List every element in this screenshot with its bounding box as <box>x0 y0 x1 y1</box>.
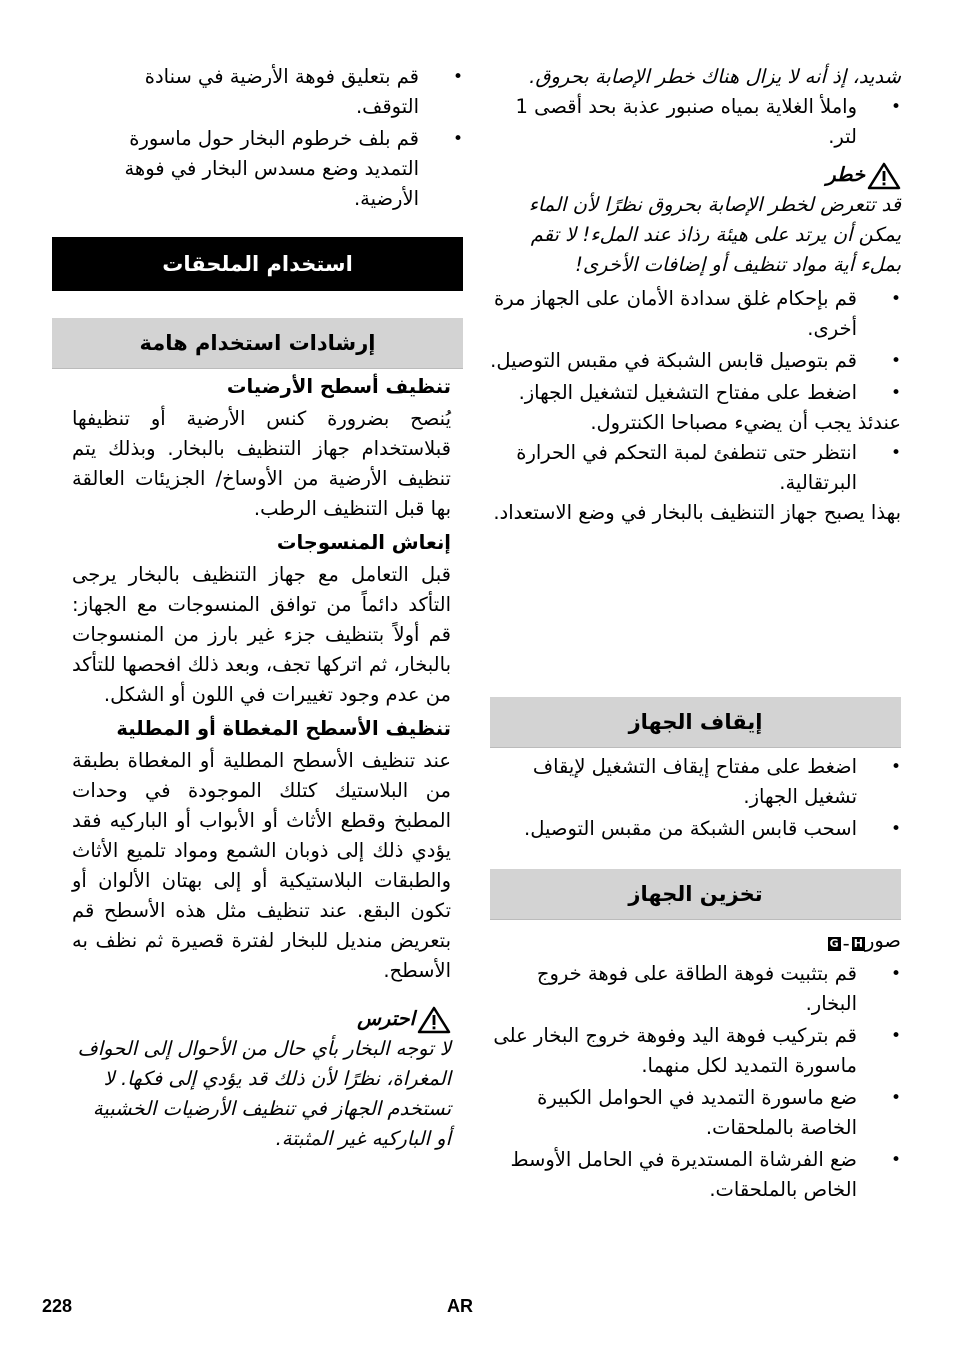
list-item: • قم بتعليق فوهة الأرضية في سنادة التوقف. <box>82 62 463 122</box>
list-item: • اضغط على مفتاح إيقاف التشغيل لإيقاف تشغيل الجهاز. <box>490 752 901 812</box>
list-item: • قم بإحكام غلق سدادة الأمان على الجهاز مرة أخرى. <box>490 284 901 344</box>
coated-title: تنظيف الأسطح المغطاة أو المطلية <box>116 717 451 740</box>
left-column-top <box>52 62 463 214</box>
use-accessories-heading: استخدام الملحقات <box>52 237 463 291</box>
picture-h-badge: H <box>853 937 863 950</box>
top-list <box>52 62 463 214</box>
ready-text: بهذا يصبح جهاز التنظيف بالبخار في وضع الاستعداد. <box>493 501 901 524</box>
right-column <box>490 62 901 528</box>
picture-range: G - H <box>829 932 863 955</box>
caution-text: لا توجه البخار بأي حال من الأحوال إلى الحواف المغراة، نظرًا لأن ذلك قد يؤدي إلى فكها. لا تستخدم الجهاز في تنظيف الأرضيات الخشبية أو الباركيه غير المثبتة. <box>77 1037 451 1150</box>
pictures-ref <box>490 926 901 959</box>
list-item: • قم بتثبيت فوهة الطاقة على فوهة خروج البخار. <box>490 959 901 1019</box>
lamps-text: عندئذ يجب أن يضيء مصباحا الكنترول. <box>590 411 901 434</box>
coated-text: عند تنظيف الأسطح المطلية أو المغطاة بطبقة من البلاستيك كتلك الموجودة في وحدات المطبخ وقطع الأثاث أو الأبواب أو الباركيه فقد يؤدي ذلك إلى ذوبان الشمع ومواد تلميع الأثاث والطبقات البلاستيكية أو إلى بهتان الألوان أو تكون البقع. عند تنظيف مثل هذه الأسطح قم بتعريض منديل للبخار لفترة قصيرة ثم نظف به الأسطح. <box>72 749 451 982</box>
left-column-body <box>72 372 451 1154</box>
textile-title: إنعاش المنسوجات <box>276 531 451 554</box>
stop-section <box>490 752 901 844</box>
warning-triangle-icon <box>417 1006 451 1034</box>
list-item: • اسحب قابس الشبكة من مقبس التوصيل. <box>490 814 901 844</box>
wait-list <box>490 438 901 498</box>
textile-text: قبل التعامل مع جهاز التنظيف بالبخار يرجى التأكد دائماً من توافق المنسوجات مع الجهاز: قم أولاً بتنظيف جزء غير بارز من المنسوجات بالبخار، ثم اتركها تجف، وبعد ذلك افحصها للتأكد من عدم وجود تغييرات في اللون أو الشكل. <box>72 563 451 706</box>
danger-text: قد تتعرض لخطر الإصابة بحروق نظرًا لأن الماء يمكن أن يرتد على هيئة رذاذ عند الملء! لا تقم بملء أية مواد تنظيف أو إضافات الأخرى! <box>528 193 901 276</box>
caution-label: احترس <box>357 1007 415 1030</box>
list-item: • ضع ماسورة التمديد في الحوامل الكبيرة الخاصة بالملحقات. <box>490 1083 901 1143</box>
list-item: • قم بتوصيل قابس الشبكة في مقبس التوصيل. <box>490 346 901 376</box>
store-list <box>490 959 901 1205</box>
steps-list <box>490 284 901 408</box>
floor-title: تنظيف أسطح الأرضيات <box>226 375 451 398</box>
usage-tips-heading: إرشادات استخدام هامة <box>52 318 463 369</box>
language-code: AR <box>447 1296 473 1316</box>
store-section <box>490 926 901 1205</box>
list-item: • انتظر حتى تنطفئ لمبة التحكم في الحرارة البرتقالية. <box>490 438 901 498</box>
list-item: • قم بتركيب فوهة اليد وفوهة خروج البخار على ماسورة التمديد لكل منهما. <box>490 1021 901 1081</box>
danger-label: خطر <box>826 163 865 186</box>
warning-triangle-icon <box>867 162 901 190</box>
danger-title <box>490 158 901 190</box>
picture-g-badge: G <box>829 937 839 950</box>
fill-list <box>490 92 901 152</box>
list-item: • واملأ الغلاية بمياه صنبور عذبة بحد أقصى 1 لتر. <box>490 92 901 152</box>
caution-title <box>72 1002 451 1034</box>
page-number: 228 <box>42 1296 73 1316</box>
stop-list <box>490 752 901 844</box>
list-item: • قم بلف خرطوم البخار حول ماسورة التمديد وضع مسدس البخار في فوهة الأرضية. <box>82 124 463 214</box>
list-item: • اضغط على مفتاح التشغيل لتشغيل الجهاز. <box>490 378 901 408</box>
burn-risk-note: شديد، إذ أنه لا يزال هناك خطر الإصابة بحروق. <box>529 65 901 88</box>
floor-text: يُنصح بضرورة كنس الأرضية أو تنظيفها قبلاستخدام جهاز التنظيف بالبخار. وبذلك يتم تنظيف الأرضية من الأوساخ/ الجزيئات العالقة بها قبل التنظيف الرطب. <box>72 407 451 520</box>
store-device-heading: تخزين الجهاز <box>490 869 901 920</box>
stop-device-heading: إيقاف الجهاز <box>490 697 901 748</box>
list-item: • ضع الفرشاة المستديرة في الحامل الأوسط الخاص بالملحقات. <box>490 1145 901 1205</box>
pictures-label: صور <box>864 929 901 952</box>
